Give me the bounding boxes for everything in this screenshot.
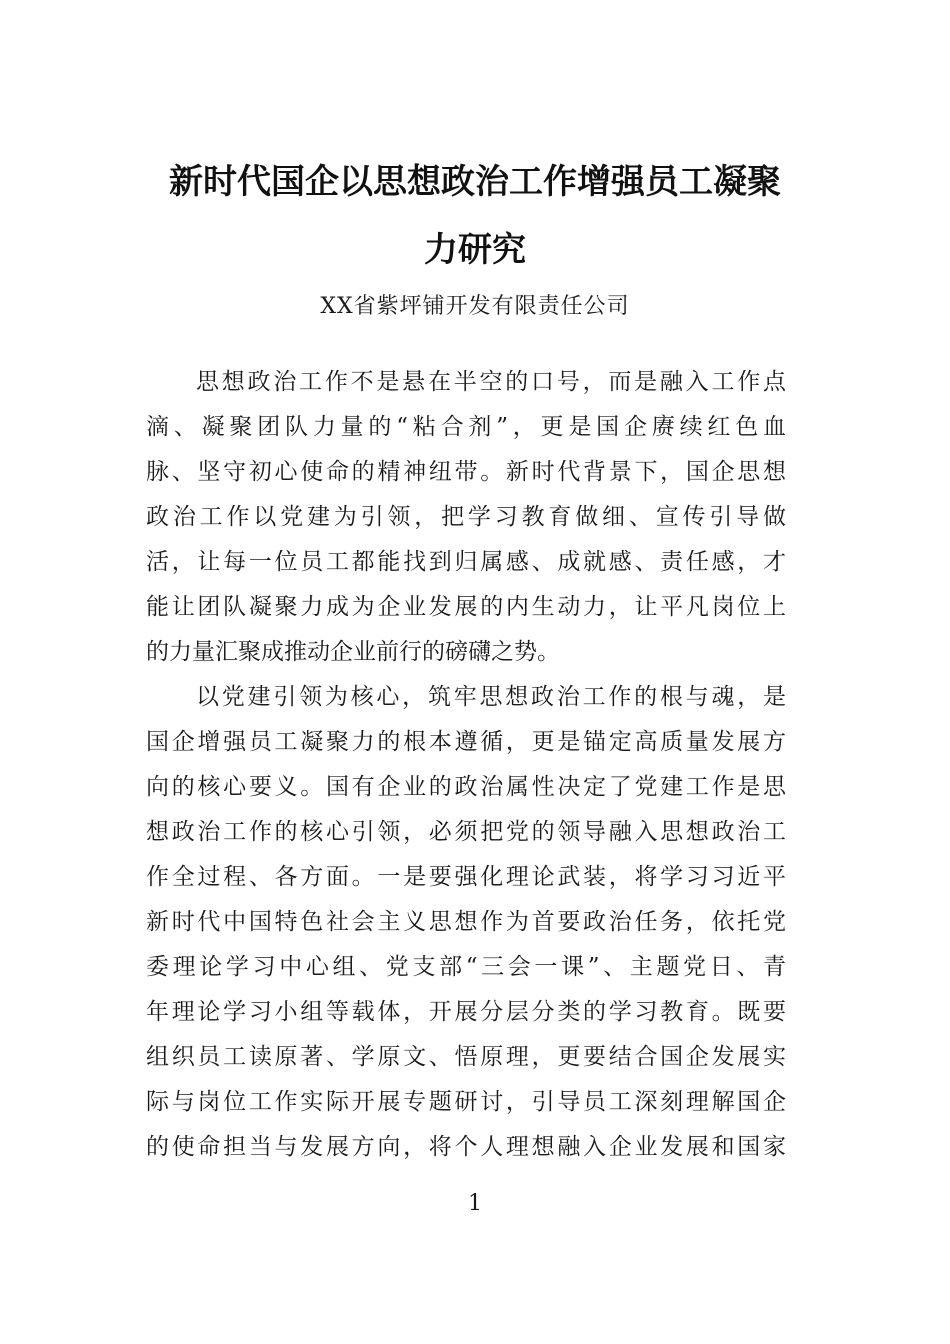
paragraph-2-line-4: 想政治工作的核心引领，必须把党的领导融入思想政治工 <box>146 819 786 845</box>
paragraph-2-line-7: 委理论学习中心组、党支部“三会一课”、主题党日、青 <box>146 954 786 980</box>
paragraph-1-line-7: 的力量汇聚成推动企业前行的磅礴之势。 <box>146 639 560 665</box>
paragraph-2-line-5: 作全过程、各方面。一是要强化理论武装，将学习习近平 <box>146 864 786 890</box>
paragraph-2-line-6: 新时代中国特色社会主义思想作为首要政治任务，依托党 <box>146 909 786 935</box>
paragraph-2-line-11: 的使命担当与发展方向，将个人理想融入企业发展和国家 <box>146 1134 786 1160</box>
paragraph-2-line-8: 年理论学习小组等载体，开展分层分类的学习教育。既要 <box>146 999 786 1025</box>
document-author: XX省紫坪铺开发有限责任公司 <box>320 294 630 319</box>
paragraph-2-line-2: 国企增强员工凝聚力的根本遵循，更是锚定高质量发展方 <box>146 729 786 755</box>
page-number: 1 <box>468 1191 482 1216</box>
paragraph-2-line-9: 组织员工读原著、学原文、悟原理，更要结合国企发展实 <box>146 1044 786 1070</box>
paragraph-1-line-2: 滴、凝聚团队力量的“粘合剂”，更是国企赓续红色血 <box>146 414 786 440</box>
document-title-line-1: 新时代国企以思想政治工作增强员工凝聚 <box>169 162 781 202</box>
paragraph-2-line-3: 向的核心要义。国有企业的政治属性决定了党建工作是思 <box>146 774 786 800</box>
paragraph-1-line-1: 思想政治工作不是悬在半空的口号，而是融入工作点 <box>196 369 786 395</box>
document-title-line-2: 力研究 <box>424 230 526 270</box>
paragraph-2-line-1: 以党建引领为核心，筑牢思想政治工作的根与魂，是 <box>196 684 786 710</box>
paragraph-1-line-3: 脉、坚守初心使命的精神纽带。新时代背景下，国企思想 <box>146 459 786 485</box>
paragraph-1-line-4: 政治工作以党建为引领，把学习教育做细、宣传引导做 <box>146 504 786 530</box>
paragraph-2-line-10: 际与岗位工作实际开展专题研讨，引导员工深刻理解国企 <box>146 1089 786 1115</box>
paragraph-1-line-6: 能让团队凝聚力成为企业发展的内生动力，让平凡岗位上 <box>146 594 786 620</box>
paragraph-1-line-5: 活，让每一位员工都能找到归属感、成就感、责任感，才 <box>146 549 786 575</box>
